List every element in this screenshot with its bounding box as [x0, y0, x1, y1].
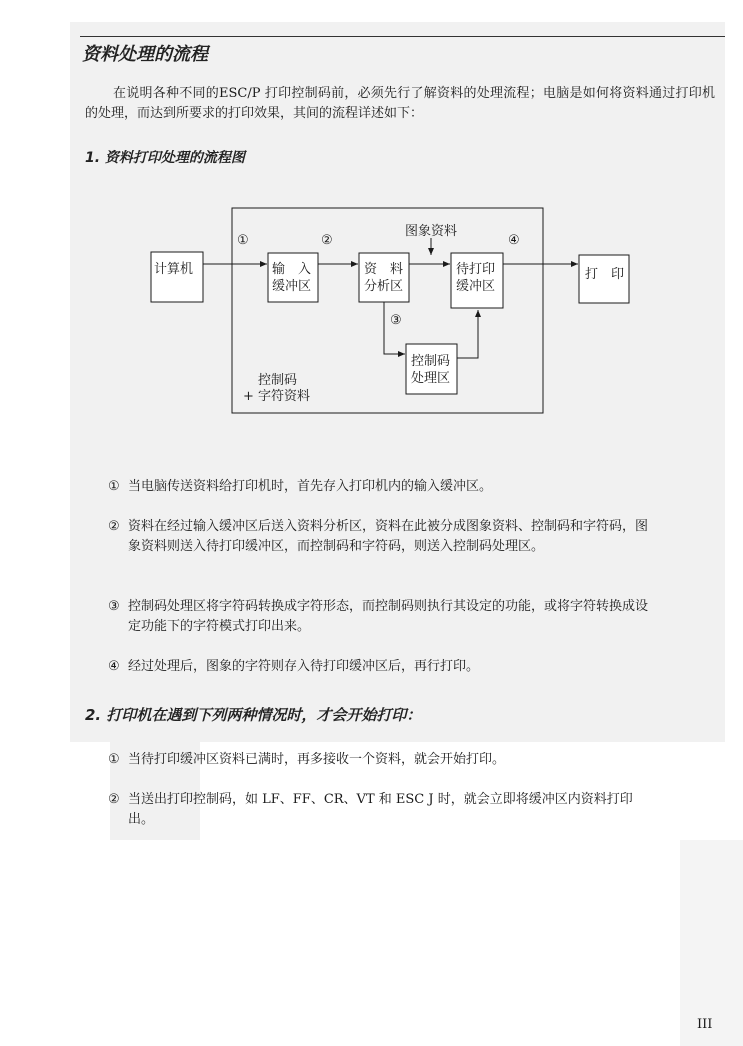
input-label-1: 控制码: [258, 373, 298, 388]
step-number: ③: [108, 599, 120, 614]
input-label-2: + 字符资料: [243, 389, 311, 404]
computer-label: 计算机: [154, 262, 194, 277]
condition-number: ②: [108, 792, 120, 807]
step-2: [108, 517, 648, 557]
computer-box: [151, 252, 203, 302]
step-text: 资料在经过输入缓冲区后送入资料分析区，资料在此被分成图象资料、控制码和字符码，图象资料则送入待打印缓冲区，而控制码和字符码，则送入控制码处理区。: [128, 519, 649, 554]
condition-text: 当待打印缓冲区资料已满时，再多接收一个资料，就会开始打印。: [128, 752, 506, 767]
header-rule: [80, 36, 725, 37]
print-label: 打 印: [585, 267, 625, 282]
input-buffer-label-2: 缓冲区: [272, 279, 312, 294]
step-4: [108, 657, 648, 677]
section-2-heading: 2. 打印机在遇到下列两种情况时，才会开始打印：: [85, 706, 422, 724]
image-data-label: 图象资料: [405, 224, 458, 239]
scan-shading: [680, 840, 743, 1046]
condition-1: [108, 750, 648, 770]
flow-diagram: [140, 200, 640, 425]
control-label-1: 控制码: [411, 354, 451, 369]
arrow-analysis-control: [384, 302, 405, 354]
arrow-control-buffer: [457, 310, 478, 358]
step-1: [108, 477, 648, 497]
condition-text: 当送出打印控制码，如 LF、FF、CR、VT 和 ESC J 时，就会立即将缓冲区内资料打印出。: [128, 792, 633, 827]
input-buffer-box: [268, 253, 318, 302]
analysis-box: [359, 253, 409, 302]
input-buffer-label-1: 输 入: [272, 262, 312, 277]
step-marker-1: ①: [237, 233, 249, 248]
step-marker-3: ③: [390, 313, 402, 328]
control-label-2: 处理区: [411, 371, 451, 386]
control-box: [406, 344, 457, 394]
print-buffer-label-1: 待打印: [456, 262, 496, 277]
step-text: 控制码处理区将字符码转换成字符形态，而控制码则执行其设定的功能，或将字符转换成设定功能下的字符模式打印出来。: [128, 599, 649, 634]
step-number: ②: [108, 519, 120, 534]
step-text: 经过处理后，图象的字符则存入待打印缓冲区后，再行打印。: [128, 659, 480, 674]
step-3: [108, 597, 648, 637]
print-buffer-label-2: 缓冲区: [456, 279, 496, 294]
analysis-label-1: 资 料: [364, 262, 404, 277]
condition-number: ①: [108, 752, 120, 767]
step-marker-2: ②: [321, 233, 333, 248]
condition-2: [108, 790, 648, 830]
page-title: 资料处理的流程: [82, 44, 208, 65]
intro-paragraph: 在说明各种不同的ESC/P 打印控制码前，必须先行了解资料的处理流程；电脑是如何将资料通过打印机的处理，而达到所要求的打印效果，其间的流程详述如下：: [85, 86, 715, 121]
step-number: ④: [108, 659, 120, 674]
step-number: ①: [108, 479, 120, 494]
step-marker-4: ④: [508, 233, 520, 248]
section-1-heading: 1. 资料打印处理的流程图: [85, 150, 245, 166]
page-number: III: [697, 1017, 713, 1032]
step-text: 当电脑传送资料给打印机时，首先存入打印机内的输入缓冲区。: [128, 479, 493, 494]
analysis-label-2: 分析区: [364, 279, 404, 294]
